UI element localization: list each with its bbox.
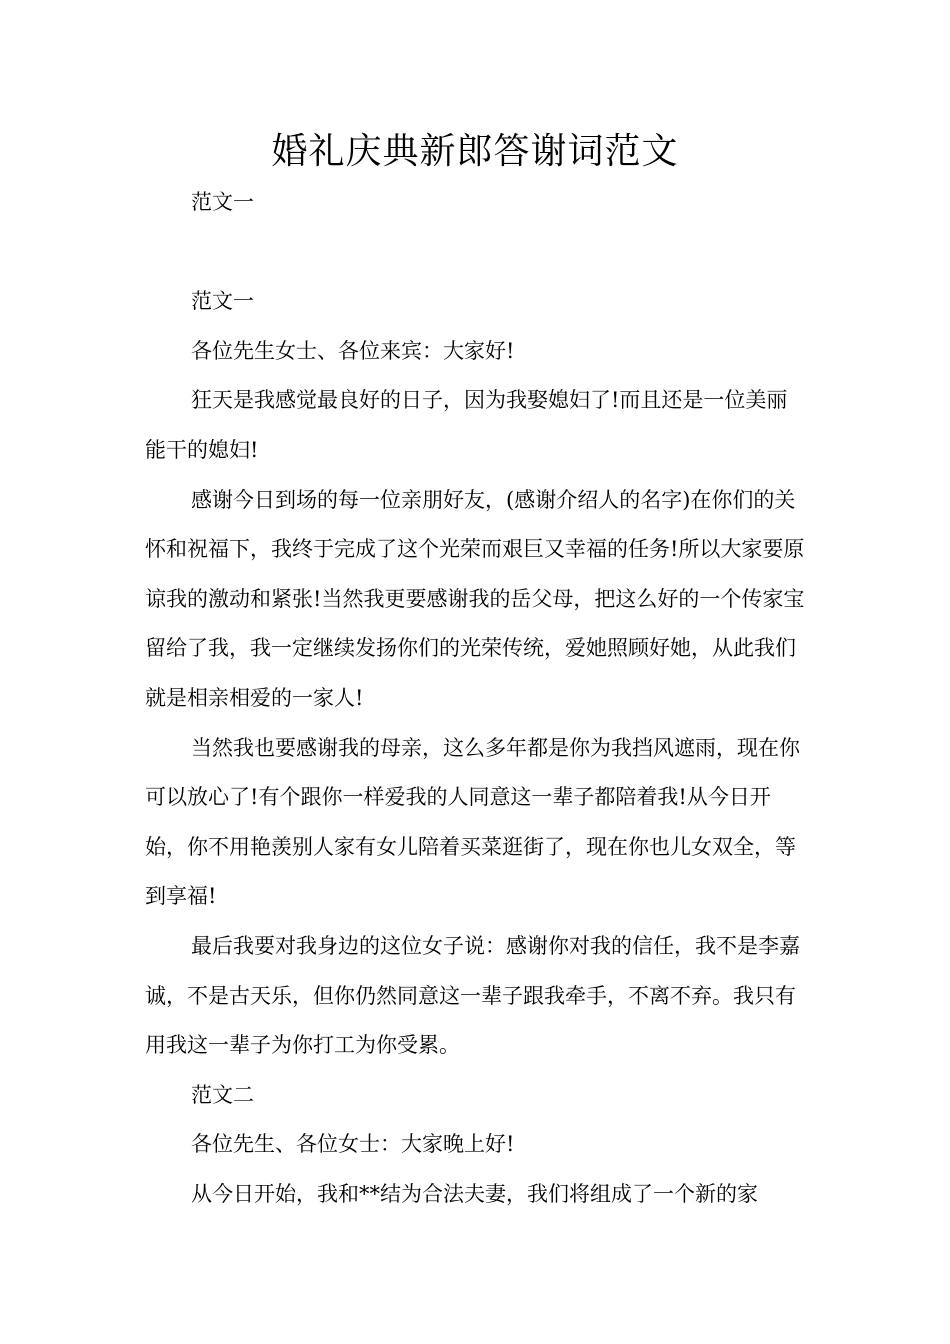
body-paragraph: 最后我要对我身边的这位女子说：感谢你对我的信任，我不是李嘉诚，不是古天乐，但你仍然同意这一辈子跟我牵手，不离不弃。我只有用我这一辈子为你打工为你受累。	[145, 933, 800, 1058]
body-paragraph: 当然我也要感谢我的母亲，这么多年都是你为我挡风遮雨，现在你可以放心了!有个跟你一样爱我的人同意这一辈子都陪着我!从今日开始，你不用艳羡别人家有女儿陪着买菜逛街了，现在你也儿女双全，等到享福!	[145, 735, 800, 909]
section-label: 范文一	[191, 190, 254, 214]
section-label: 范文一	[191, 289, 254, 314]
body-paragraph: 从今日开始，我和**结为合法夫妻，我们将组成了一个新的家	[191, 1181, 758, 1206]
section-label: 范文二	[191, 1082, 254, 1107]
greeting-paragraph: 各位先生女士、各位来宾：大家好!	[191, 338, 515, 363]
body-paragraph: 感谢今日到场的每一位亲朋好友，(感谢介绍人的名字)在你们的关怀和祝福下，我终于完成了这个光荣而艰巨又幸福的任务!所以大家要原谅我的激动和紧张!当然我更要感谢我的岳父母，把这么好的一个传家宝留给了我，我一定继续发扬你们的光荣传统，爱她照顾好她，从此我们就是相亲相爱的一家人!	[145, 487, 805, 710]
document-title: 婚礼庆典新郎答谢词范文	[271, 131, 679, 172]
document-body	[145, 178, 807, 1219]
blank-line	[145, 228, 807, 278]
greeting-paragraph: 各位先生、各位女士：大家晚上好!	[191, 1132, 515, 1157]
body-paragraph: 狂天是我感觉最良好的日子，因为我娶媳妇了!而且还是一位美丽能干的媳妇!	[145, 388, 788, 462]
